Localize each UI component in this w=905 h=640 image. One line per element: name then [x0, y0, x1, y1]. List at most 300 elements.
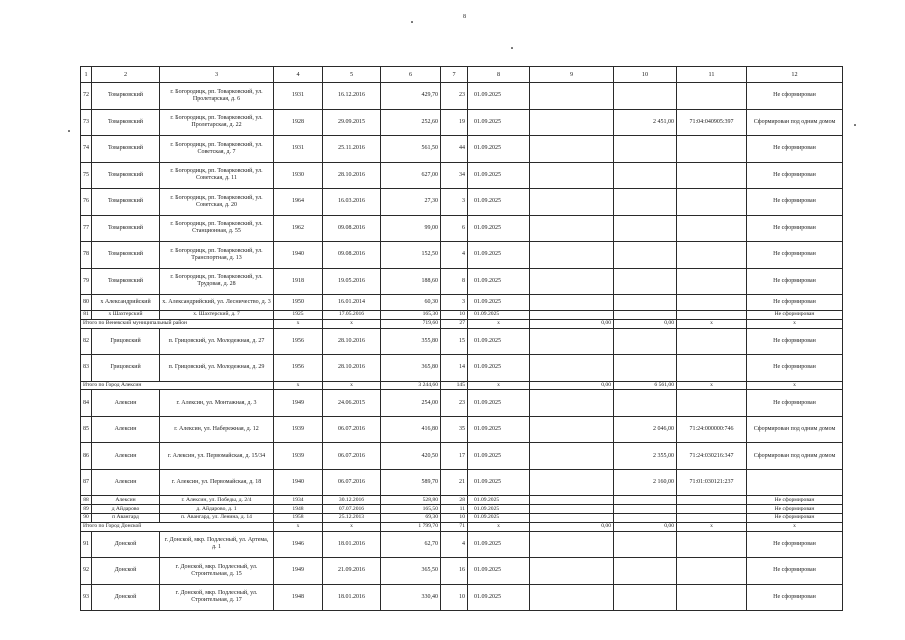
address: г. Богородицк, рп. Товарковский, ул. Советская, д. 7	[160, 136, 274, 163]
col-9	[530, 215, 614, 242]
header-cell: 8	[468, 67, 530, 83]
col-9	[530, 496, 614, 505]
row-number: 92	[81, 558, 92, 585]
row-number: 93	[81, 584, 92, 611]
land-status: Не сформирован	[747, 215, 843, 242]
col-9	[530, 584, 614, 611]
table-row	[81, 295, 843, 311]
residents: 3	[441, 189, 468, 216]
residents: 16	[441, 558, 468, 585]
settlement: Товарковский	[92, 189, 160, 216]
col-9	[530, 268, 614, 295]
year-built: 1931	[274, 83, 323, 110]
land-status	[747, 469, 843, 496]
subtotal-area: 719,60	[381, 319, 441, 328]
address: г. Алексин, ул. Первомайская, д. 15/34	[160, 443, 274, 470]
subtotal-col-9: 0,00	[530, 319, 614, 328]
year-built: 1940	[274, 242, 323, 269]
scan-speck	[511, 47, 513, 49]
header-cell: 11	[677, 67, 747, 83]
settlement: Товарковский	[92, 162, 160, 189]
cadastral-number	[677, 83, 747, 110]
survey-date: 25.11.2016	[323, 136, 381, 163]
survey-date: 16.01.2014	[323, 295, 381, 311]
cadastral-number: 71:24:030216:347	[677, 443, 747, 470]
housing-register-table	[80, 66, 843, 611]
year-built: 1962	[274, 215, 323, 242]
col-9	[530, 109, 614, 136]
subtotal-caption: Итого по Город Донской	[81, 522, 274, 531]
address: п. Грицовский, ул. Молодежная, д. 27	[160, 328, 274, 355]
settlement: Алексин	[92, 390, 160, 417]
settlement: Донской	[92, 558, 160, 585]
survey-date: 28.10.2016	[323, 328, 381, 355]
survey-date: 06.07.2016	[323, 443, 381, 470]
deadline: 01.09.2025	[468, 162, 530, 189]
residents: 23	[441, 83, 468, 110]
settlement: Товарковский	[92, 215, 160, 242]
row-number: 91	[81, 531, 92, 558]
col-10	[614, 215, 677, 242]
deadline: 01.09.2025	[468, 109, 530, 136]
year-built: 1964	[274, 189, 323, 216]
survey-date: 09.08.2016	[323, 215, 381, 242]
settlement: Алексин	[92, 496, 160, 505]
col-9	[530, 416, 614, 443]
year-built: 1939	[274, 443, 323, 470]
subtotal-col-10: 0,00	[614, 319, 677, 328]
col-10	[614, 83, 677, 110]
address: г. Богородицк, рп. Товарковский, ул. Пролетарская, д. 6	[160, 83, 274, 110]
subtotal-residents: 145	[441, 381, 468, 390]
col-9	[530, 295, 614, 311]
survey-date: 19.05.2016	[323, 268, 381, 295]
address: г. Богородицк, рп. Товарковский, ул. Станционная, д. 55	[160, 215, 274, 242]
row-number: 90	[81, 513, 92, 522]
settlement: Товарковский	[92, 268, 160, 295]
subtotal-cadastral-number: х	[677, 319, 747, 328]
header-cell: 5	[323, 67, 381, 83]
table-row	[81, 189, 843, 216]
deadline: 01.09.2025	[468, 390, 530, 417]
row-number: 87	[81, 469, 92, 496]
row-number: 88	[81, 496, 92, 505]
survey-date: 17.05.2016	[323, 311, 381, 320]
table-row	[81, 268, 843, 295]
row-number: 72	[81, 83, 92, 110]
survey-date: 09.08.2016	[323, 242, 381, 269]
deadline: 01.09.2025	[468, 295, 530, 311]
survey-date: 28.10.2016	[323, 162, 381, 189]
area: 27,30	[381, 189, 441, 216]
subtotal-survey-date: х	[323, 319, 381, 328]
header-cell: 12	[747, 67, 843, 83]
residents: 6	[441, 215, 468, 242]
table-row	[81, 531, 843, 558]
subtotal-col-10: 0,00	[614, 522, 677, 531]
address: п. Авангард, ул. Ленина, д. 14	[160, 513, 274, 522]
land-status: Не сформирован	[747, 311, 843, 320]
address: х. Александрийский, ул. Лесничество, д. 3	[160, 295, 274, 311]
year-built: 1934	[274, 496, 323, 505]
deadline: 01.09.2025	[468, 189, 530, 216]
residents: 17	[441, 443, 468, 470]
subtotal-land-status: х	[747, 522, 843, 531]
area: 62,70	[381, 531, 441, 558]
header-cell: 3	[160, 67, 274, 83]
settlement: х Александрийский	[92, 295, 160, 311]
cadastral-number: 71:24:000000:746	[677, 416, 747, 443]
col-10	[614, 136, 677, 163]
table-row	[81, 416, 843, 443]
row-number: 77	[81, 215, 92, 242]
cadastral-number	[677, 242, 747, 269]
address: г. Алексин, ул. Первомайская, д. 18	[160, 469, 274, 496]
land-status: Сформирован под одним домом	[747, 443, 843, 470]
subtotal-survey-date: х	[323, 522, 381, 531]
table-row	[81, 83, 843, 110]
col-10	[614, 584, 677, 611]
settlement: Товарковский	[92, 136, 160, 163]
deadline: 01.09.2025	[468, 242, 530, 269]
settlement: Донской	[92, 531, 160, 558]
area: 188,60	[381, 268, 441, 295]
deadline: 01.09.2025	[468, 215, 530, 242]
residents: 23	[441, 390, 468, 417]
settlement: Грицовский	[92, 328, 160, 355]
scan-speck	[68, 130, 70, 132]
subtotal-row	[81, 522, 843, 531]
year-built: 1950	[274, 295, 323, 311]
land-status: Не сформирован	[747, 355, 843, 382]
settlement: д Айдарово	[92, 505, 160, 514]
deadline: 01.09.2025	[468, 505, 530, 514]
deadline: 01.09.2025	[468, 584, 530, 611]
deadline: 01.09.2025	[468, 416, 530, 443]
survey-date: 18.01.2016	[323, 531, 381, 558]
col-10	[614, 162, 677, 189]
year-built: 1948	[274, 584, 323, 611]
address: х. Шахтерский, д. 7	[160, 311, 274, 320]
cadastral-number	[677, 311, 747, 320]
land-status: Не сформирован	[747, 268, 843, 295]
table-row	[81, 215, 843, 242]
col-10	[614, 311, 677, 320]
land-status: Не сформирован	[747, 531, 843, 558]
subtotal-col-9: 0,00	[530, 381, 614, 390]
table-row	[81, 328, 843, 355]
address: г. Алексин, ул. Набережная, д. 12	[160, 416, 274, 443]
col-10: 2 451,00	[614, 109, 677, 136]
area: 69,30	[381, 513, 441, 522]
row-number: 89	[81, 505, 92, 514]
col-9	[530, 390, 614, 417]
residents: 4	[441, 242, 468, 269]
residents: 14	[441, 355, 468, 382]
table-row	[81, 390, 843, 417]
year-built: 1956	[274, 355, 323, 382]
deadline: 01.09.2025	[468, 469, 530, 496]
col-10	[614, 268, 677, 295]
settlement: Грицовский	[92, 355, 160, 382]
settlement: х Шахтерский	[92, 311, 160, 320]
cadastral-number	[677, 558, 747, 585]
settlement: Донской	[92, 584, 160, 611]
address: г. Донской, мкр. Подлесный, ул. Строительная, д. 15	[160, 558, 274, 585]
cadastral-number	[677, 215, 747, 242]
row-number: 75	[81, 162, 92, 189]
row-number: 76	[81, 189, 92, 216]
year-built: 1928	[274, 109, 323, 136]
address: г. Алексин, ул. Победы, д. 2/4	[160, 496, 274, 505]
subtotal-row	[81, 381, 843, 390]
area: 365,80	[381, 355, 441, 382]
cadastral-number	[677, 496, 747, 505]
col-10	[614, 242, 677, 269]
table-row	[81, 469, 843, 496]
row-number: 79	[81, 268, 92, 295]
col-10	[614, 390, 677, 417]
address: г. Богородицк, рп. Товарковский, ул. Пролетарская, д. 22	[160, 109, 274, 136]
col-10	[614, 558, 677, 585]
deadline: 01.09.2025	[468, 558, 530, 585]
area: 152,50	[381, 242, 441, 269]
subtotal-area: 1 799,70	[381, 522, 441, 531]
subtotal-caption: Итого по Веневский муниципальный район	[81, 319, 274, 328]
col-10	[614, 505, 677, 514]
deadline: 01.09.2025	[468, 328, 530, 355]
cadastral-number: 71:04:040905:397	[677, 109, 747, 136]
cadastral-number	[677, 505, 747, 514]
land-status: Не сформирован	[747, 558, 843, 585]
deadline: 01.09.2025	[468, 83, 530, 110]
survey-date: 06.07.2016	[323, 469, 381, 496]
residents: 19	[441, 109, 468, 136]
survey-date: 16.03.2016	[323, 189, 381, 216]
col-9	[530, 513, 614, 522]
table-row	[81, 242, 843, 269]
col-9	[530, 558, 614, 585]
survey-date: 21.09.2016	[323, 558, 381, 585]
survey-date: 28.10.2016	[323, 355, 381, 382]
survey-date: 18.01.2016	[323, 584, 381, 611]
residents: 15	[441, 328, 468, 355]
address: г. Донской, мкр. Подлесный, ул. Строительная, д. 17	[160, 584, 274, 611]
deadline: 01.09.2025	[468, 355, 530, 382]
col-9	[530, 311, 614, 320]
page-number: 8	[463, 14, 466, 20]
table-row	[81, 162, 843, 189]
land-status: Не сформирован	[747, 328, 843, 355]
subtotal-col-9: 0,00	[530, 522, 614, 531]
header-cell: 9	[530, 67, 614, 83]
table-row	[81, 584, 843, 611]
col-9	[530, 328, 614, 355]
header-cell: 10	[614, 67, 677, 83]
subtotal-deadline: х	[468, 522, 530, 531]
address: г. Богородицк, рп. Товарковский, ул. Советская, д. 11	[160, 162, 274, 189]
col-10	[614, 328, 677, 355]
table-row	[81, 136, 843, 163]
year-built: 1958	[274, 513, 323, 522]
land-status: Не сформирован	[747, 295, 843, 311]
year-built: 1949	[274, 558, 323, 585]
scan-speck	[411, 21, 413, 23]
col-9	[530, 443, 614, 470]
land-status: Не сформирован	[747, 390, 843, 417]
settlement: Товарковский	[92, 83, 160, 110]
land-status: Не сформирован	[747, 136, 843, 163]
subtotal-land-status: х	[747, 319, 843, 328]
area: 416,80	[381, 416, 441, 443]
col-10	[614, 189, 677, 216]
residents: 10	[441, 513, 468, 522]
address: г. Алексин, ул. Монтажная, д. 3	[160, 390, 274, 417]
subtotal-caption: Итого по Город Алексин	[81, 381, 274, 390]
year-built: 1939	[274, 416, 323, 443]
deadline: 01.09.2025	[468, 136, 530, 163]
address: г. Богородицк, рп. Товарковский, ул. Транспортная, д. 13	[160, 242, 274, 269]
subtotal-year-built: х	[274, 381, 323, 390]
subtotal-land-status: х	[747, 381, 843, 390]
col-10	[614, 496, 677, 505]
col-9	[530, 136, 614, 163]
deadline: 01.09.2025	[468, 513, 530, 522]
year-built: 1940	[274, 469, 323, 496]
year-built: 1956	[274, 328, 323, 355]
address: г. Донской, мкр. Подлесный, ул. Артема, д. 1	[160, 531, 274, 558]
header-cell: 4	[274, 67, 323, 83]
scan-speck	[854, 124, 856, 126]
col-10	[614, 295, 677, 311]
row-number: 86	[81, 443, 92, 470]
survey-date: 16.12.2016	[323, 83, 381, 110]
subtotal-cadastral-number: х	[677, 381, 747, 390]
year-built: 1948	[274, 505, 323, 514]
year-built: 1931	[274, 136, 323, 163]
row-number: 78	[81, 242, 92, 269]
residents: 11	[441, 505, 468, 514]
table-row	[81, 513, 843, 522]
table-row	[81, 311, 843, 320]
settlement: Алексин	[92, 416, 160, 443]
subtotal-cadastral-number: х	[677, 522, 747, 531]
col-10: 2 160,00	[614, 469, 677, 496]
subtotal-residents: 71	[441, 522, 468, 531]
header-cell: 6	[381, 67, 441, 83]
deadline: 01.09.2025	[468, 311, 530, 320]
subtotal-residents: 27	[441, 319, 468, 328]
table-row	[81, 355, 843, 382]
settlement: Товарковский	[92, 242, 160, 269]
land-status: Не сформирован	[747, 189, 843, 216]
subtotal-year-built: х	[274, 319, 323, 328]
residents: 3	[441, 295, 468, 311]
subtotal-area: 3 244,60	[381, 381, 441, 390]
survey-date: 30.12.2016	[323, 496, 381, 505]
header-row	[81, 67, 843, 83]
land-status: Не сформирован	[747, 584, 843, 611]
cadastral-number	[677, 189, 747, 216]
residents: 4	[441, 531, 468, 558]
settlement: Алексин	[92, 469, 160, 496]
cadastral-number	[677, 328, 747, 355]
deadline: 01.09.2025	[468, 496, 530, 505]
land-status: Не сформирован	[747, 496, 843, 505]
area: 627,00	[381, 162, 441, 189]
land-status: Не сформирован	[747, 242, 843, 269]
row-number: 85	[81, 416, 92, 443]
land-status: Сформирован под одним домом	[747, 109, 843, 136]
row-number: 81	[81, 311, 92, 320]
subtotal-survey-date: х	[323, 381, 381, 390]
address: г. Богородицк, рп. Товарковский, ул. Трудовая, д. 28	[160, 268, 274, 295]
cadastral-number	[677, 268, 747, 295]
area: 99,00	[381, 215, 441, 242]
year-built: 1946	[274, 531, 323, 558]
land-status: Не сформирован	[747, 513, 843, 522]
table-row	[81, 505, 843, 514]
deadline: 01.09.2025	[468, 531, 530, 558]
col-10: 2 355,00	[614, 443, 677, 470]
cadastral-number	[677, 355, 747, 382]
settlement: Алексин	[92, 443, 160, 470]
deadline: 01.09.2025	[468, 443, 530, 470]
survey-date: 06.07.2016	[323, 416, 381, 443]
col-9	[530, 469, 614, 496]
area: 420,50	[381, 443, 441, 470]
cadastral-number	[677, 162, 747, 189]
land-status: Сформирован под одним домом	[747, 416, 843, 443]
area: 429,70	[381, 83, 441, 110]
area: 254,00	[381, 390, 441, 417]
area: 60,30	[381, 295, 441, 311]
col-9	[530, 505, 614, 514]
col-9	[530, 355, 614, 382]
cadastral-number	[677, 295, 747, 311]
col-9	[530, 162, 614, 189]
land-status: Не сформирован	[747, 162, 843, 189]
subtotal-col-10: 6 561,00	[614, 381, 677, 390]
land-status: Не сформирован	[747, 505, 843, 514]
area: 165,30	[381, 311, 441, 320]
settlement: п Авангард	[92, 513, 160, 522]
address: п. Грицовский, ул. Молодежная, д. 29	[160, 355, 274, 382]
col-10	[614, 355, 677, 382]
col-9	[530, 242, 614, 269]
cadastral-number	[677, 513, 747, 522]
header-cell: 2	[92, 67, 160, 83]
residents: 8	[441, 268, 468, 295]
row-number: 80	[81, 295, 92, 311]
residents: 28	[441, 496, 468, 505]
survey-date: 24.06.2015	[323, 390, 381, 417]
residents: 10	[441, 311, 468, 320]
residents: 34	[441, 162, 468, 189]
subtotal-year-built: х	[274, 522, 323, 531]
address: г. Богородицк, рп. Товарковский, ул. Советская, д. 20	[160, 189, 274, 216]
table-row	[81, 109, 843, 136]
year-built: 1949	[274, 390, 323, 417]
subtotal-deadline: х	[468, 381, 530, 390]
cadastral-number	[677, 136, 747, 163]
year-built: 1930	[274, 162, 323, 189]
row-number: 73	[81, 109, 92, 136]
table-row	[81, 558, 843, 585]
row-number: 83	[81, 355, 92, 382]
settlement: Товарковский	[92, 109, 160, 136]
col-9	[530, 189, 614, 216]
